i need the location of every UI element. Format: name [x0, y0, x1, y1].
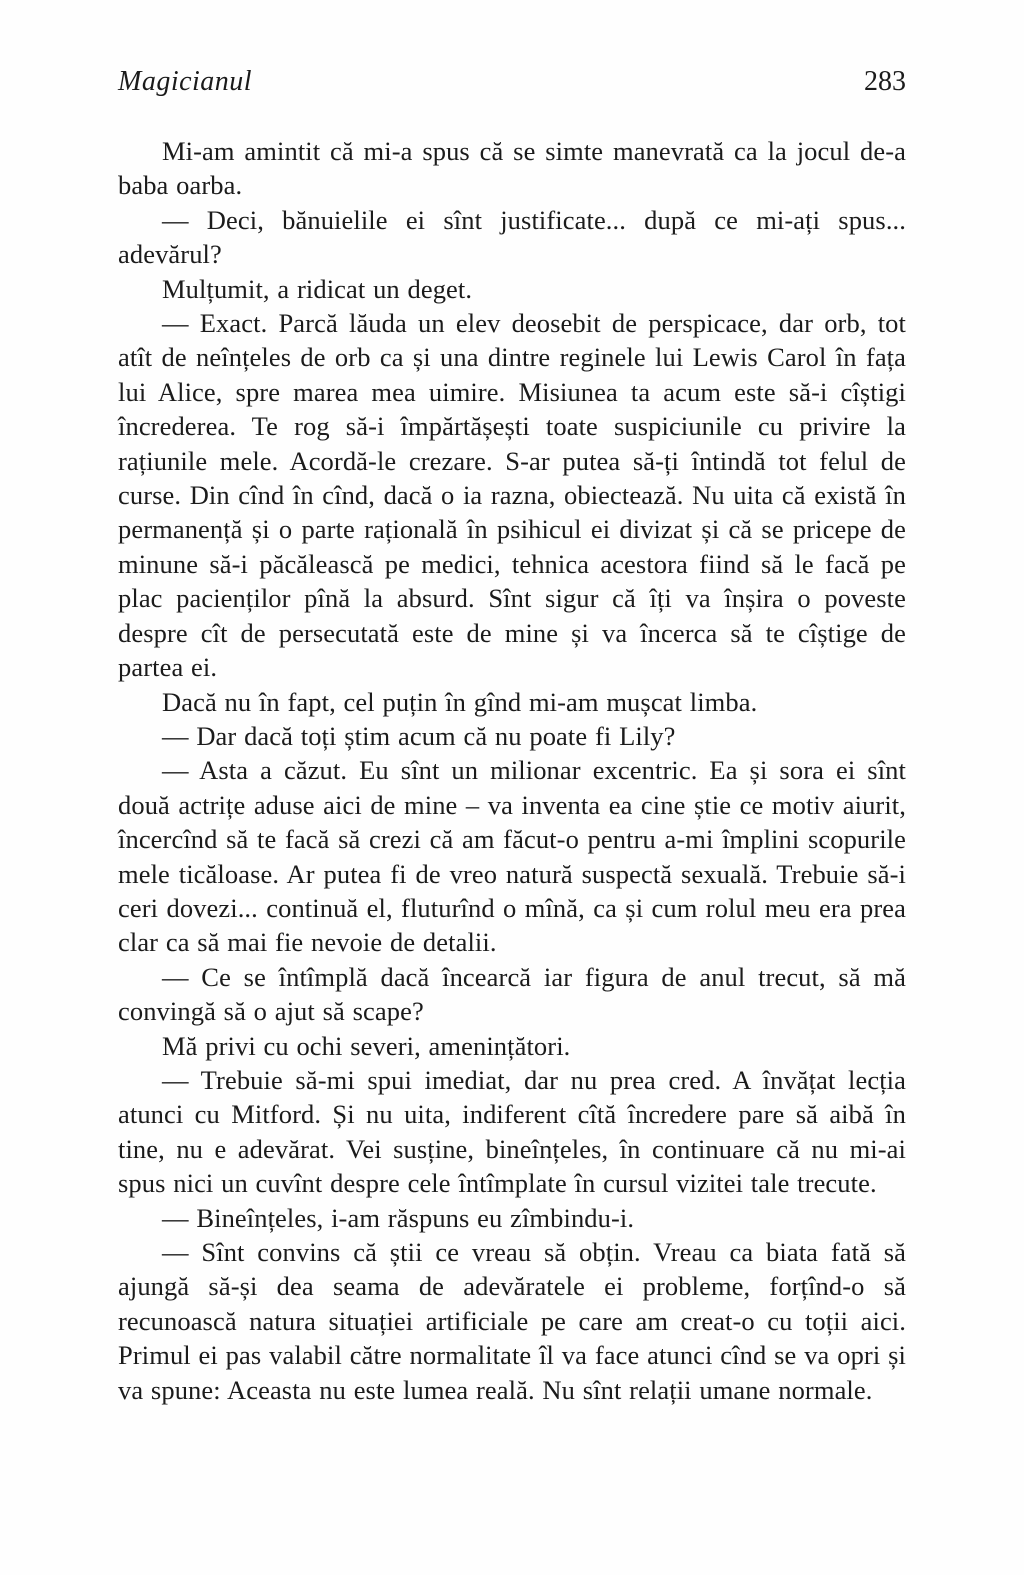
page-number: 283	[864, 66, 906, 97]
paragraph: — Ce se întîmplă dacă încearcă iar figura de anul trecut, să mă convingă să o ajut să scape?	[118, 961, 906, 1027]
paragraph: — Sînt convins că știi ce vreau să obțin. Vreau ca biata fată să ajungă să-și dea seama de adevăratele ei probleme, forțînd-o să recunoască natura situației artificiale pe care am creat-o cu toții aici. Primul ei pas valabil către normalitate îl va face atunci cînd se va opri și va spune: Aceasta nu este lumea reală. Nu sînt relații umane normale.	[118, 1237, 906, 1405]
paragraph: Mulțumit, a ridicat un deget.	[162, 273, 473, 304]
paragraph: Mi-am amintit că mi-a spus că se simte manevrată ca la jocul de-a baba oarba.	[118, 136, 906, 201]
running-header	[118, 66, 906, 98]
paragraph: Mă privi cu ochi severi, amenințători.	[162, 1030, 571, 1061]
paragraph: — Asta a căzut. Eu sînt un milionar excentric. Ea și sora ei sînt două actrițe aduse aici de mine – va inventa ea cine știe ce motiv aiurit, încercînd să te facă să crezi că am făcut-o pentru a-mi împlini scopurile mele ticăloase. Ar putea fi de vreo natură suspectă sexuală. Trebuie să-i ceri dovezi... continuă el, fluturînd o mînă, ca și cum rolul meu era prea clar ca să mai fie nevoie de detalii.	[118, 755, 906, 958]
book-title: Magicianul	[118, 66, 253, 97]
paragraph: — Bineînțeles, i-am răspuns eu zîmbindu-i.	[162, 1202, 635, 1233]
paragraph: — Deci, bănuielile ei sînt justificate... după ce mi-ați spus... adevărul?	[118, 204, 906, 270]
paragraph: Dacă nu în fapt, cel puțin în gînd mi-am mușcat limba.	[162, 686, 758, 717]
paragraph: — Dar dacă toți știm acum că nu poate fi Lily?	[162, 720, 676, 751]
paragraph: — Exact. Parcă lăuda un elev deosebit de perspicace, dar orb, tot atît de neînțeles de orb ca și una dintre reginele lui Lewis Carol în fața lui Alice, spre marea mea uimire. Misiunea ta acum este să-i cîștigi încrederea. Te rog să-i împărtășești toate suspiciunile cu privire la rațiunile mele. Acordă-le crezare. S-ar putea să-ți întindă tot felul de curse. Din cînd în cînd, dacă o ia razna, obiectează. Nu uita că există în permanență și o parte rațională în psihicul ei divizat și că se pricepe de minune să-i păcălească pe medici, tehnica acestora fiind să le facă pe plac pacienților pînă la absurd. Sînt sigur că îți va înșira o poveste despre cît de persecutată este de mine și va încerca să te cîștige de partea ei.	[118, 308, 906, 683]
page-body	[118, 134, 906, 1407]
paragraph: — Trebuie să-mi spui imediat, dar nu prea cred. A învățat lecția atunci cu Mitford. Și nu uita, indiferent cîtă încredere pare să aibă în tine, nu e adevărat. Vei susține, bineînțeles, în continuare că nu mi-ai spus nici un cuvînt despre cele întîmplate în cursul vizitei tale trecute.	[118, 1064, 906, 1199]
